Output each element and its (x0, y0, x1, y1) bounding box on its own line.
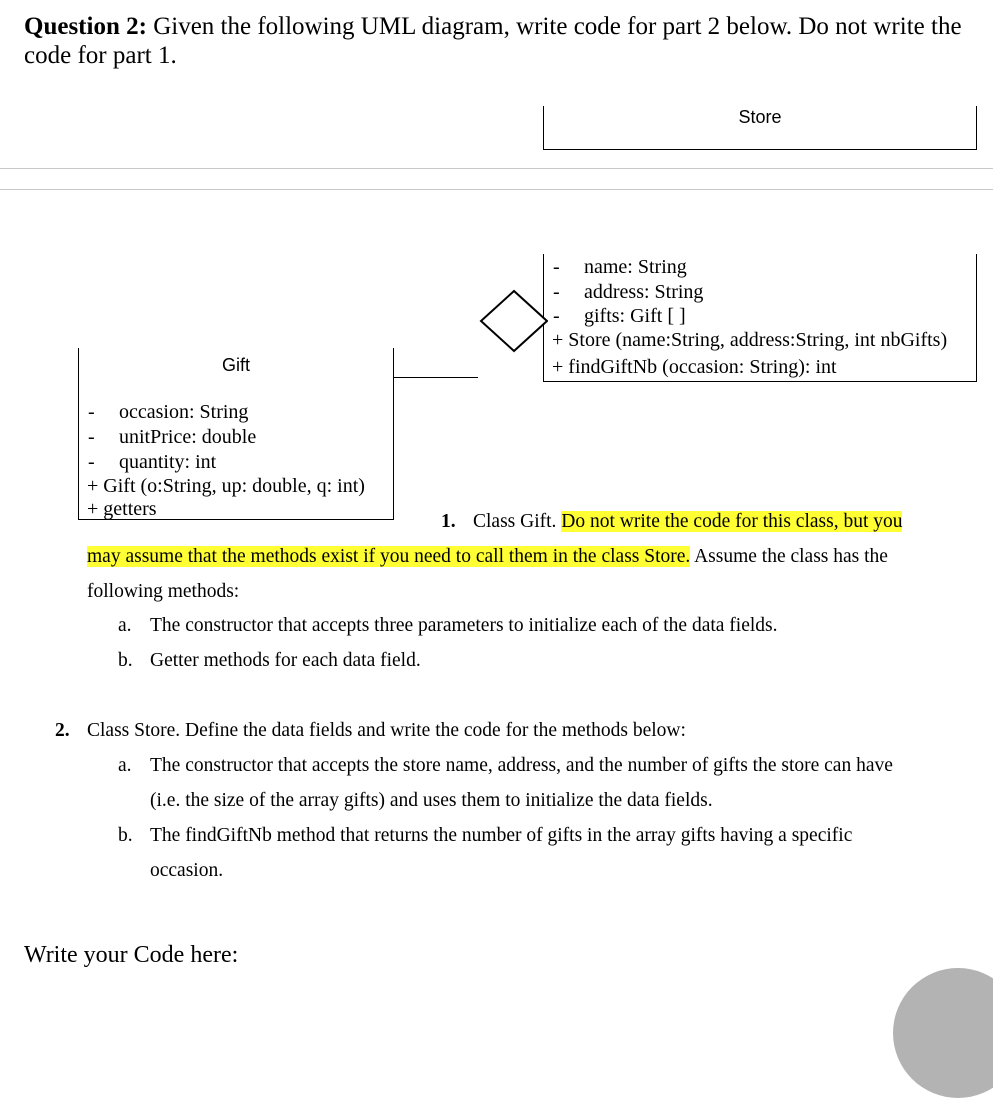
part2-item-a-line2: (i.e. the size of the array gifts) and uses them to initialize the data fields. (150, 790, 713, 811)
gift-field-occasion: occasion: String (119, 401, 249, 423)
part1-item-b (118, 647, 421, 675)
gift-field-quantity: quantity: int (119, 451, 217, 473)
part1-line1 (441, 508, 902, 536)
part2-text: Class Store. Define the data fields and write the code for the methods below: (87, 720, 686, 741)
gift-field-row (88, 400, 248, 424)
store-field-address: address: String (584, 281, 704, 303)
store-field-name: name: String (584, 256, 687, 278)
store-field-row (553, 304, 686, 328)
gift-method-constructor: + Gift (o:String, up: double, q: int) (87, 475, 365, 497)
part1-line2 (87, 543, 888, 571)
page-separator-bottom (0, 189, 993, 190)
store-field-row (553, 280, 703, 304)
part1-item-letter: a. (118, 615, 132, 636)
field-prefix: - (553, 305, 560, 327)
field-prefix: - (553, 256, 560, 278)
part2-item-b (118, 822, 852, 850)
part2-item-b-line1: The findGiftNb method that returns the number of gifts in the array gifts having a specific (150, 825, 853, 846)
part2-item-letter: a. (118, 755, 132, 776)
store-method-constructor: + Store (name:String, address:String, int nbGifts) (552, 329, 948, 351)
store-field-gifts: gifts: Gift [ ] (584, 305, 686, 327)
code-prompt: Write your Code here: (24, 942, 239, 968)
question-text: Given the following UML diagram, write code for part 2 below. Do not write the code for part 1. (24, 13, 962, 69)
gift-method-getters: + getters (87, 498, 157, 520)
part1-item-text: The constructor that accepts three parameters to initialize each of the data fields. (150, 615, 778, 636)
aggregation-diamond-icon (478, 288, 548, 354)
part2-item-b-line2: occasion. (150, 860, 224, 881)
store-class-name: Store (738, 107, 782, 127)
store-method-findgiftnb: + findGiftNb (occasion: String): int (552, 356, 837, 378)
corner-shape (893, 968, 993, 1098)
part1-item-text: Getter methods for each data field. (150, 650, 421, 671)
gift-field-row (88, 425, 256, 449)
part1-highlight-a: Do not write the code for this class, but you (561, 511, 903, 532)
store-members-bottom-edge (543, 381, 977, 382)
part1-item-a (118, 612, 778, 640)
part1-lead: Class Gift. (473, 511, 562, 532)
gift-field-unitprice: unitPrice: double (119, 426, 257, 448)
field-prefix: - (88, 451, 95, 473)
store-box-bottom-edge (543, 149, 977, 150)
gift-class-name: Gift (221, 355, 250, 375)
part1-rest-b: Assume the class has the (690, 546, 888, 567)
part2-number: 2. (55, 720, 70, 741)
part1-number: 1. (441, 511, 456, 532)
question-label: Question 2: (24, 13, 147, 40)
part2-heading (55, 717, 686, 745)
part1-item-letter: b. (118, 650, 133, 671)
field-prefix: - (88, 426, 95, 448)
field-prefix: - (553, 281, 560, 303)
part2-item-letter: b. (118, 825, 133, 846)
association-line (394, 377, 478, 378)
page-separator-top (0, 168, 993, 169)
store-members-right-edge (976, 254, 977, 381)
question-heading (24, 12, 964, 70)
part1-highlight-b: may assume that the methods exist if you need to call them in the class Store. (87, 546, 691, 567)
part1-line3: following methods: (87, 581, 240, 602)
store-field-row (553, 255, 687, 279)
gift-field-row (88, 450, 216, 474)
field-prefix: - (88, 401, 95, 423)
part2-item-a-line1: The constructor that accepts the store name, address, and the number of gifts the store can have (150, 755, 893, 776)
part2-item-a (118, 752, 893, 780)
